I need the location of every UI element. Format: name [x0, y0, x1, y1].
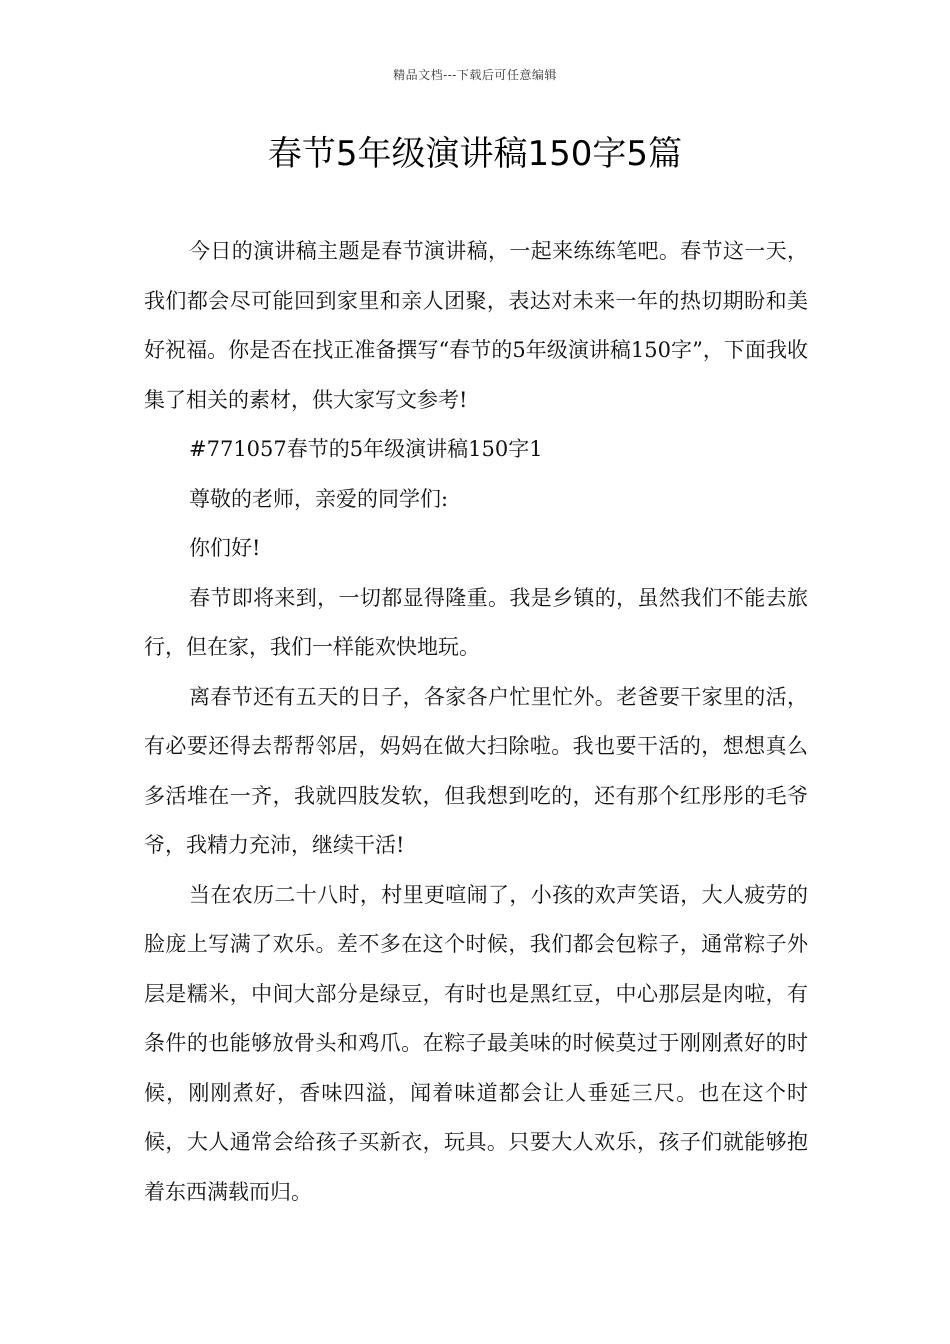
document-body [144, 227, 808, 1217]
paragraph-greeting: 你们好! [189, 536, 261, 560]
paragraph-salutation: 尊敬的老师，亲爱的同学们: [189, 486, 449, 511]
paragraph-body-1: 春节即将来到，一切都显得隆重。我是乡镇的，虽然我们不能去旅行，但在家，我们一样能欢快地玩。 [144, 585, 808, 659]
paragraph-intro: 今日的演讲稿主题是春节演讲稿，一起来练练笔吧。春节这一天，我们都会尽可能回到家里和亲人团聚，表达对未来一年的热切期盼和美好祝福。你是否在找正准备撰写“春节的5年级演讲稿150字”，下面我收集了相关的素材，供大家写文参考! [144, 239, 808, 412]
paragraph-section-heading: #771057春节的5年级演讲稿150字1 [189, 437, 543, 461]
page-header: 精品文档---下载后可任意编辑 [393, 68, 557, 82]
document-title: 春节5年级演讲稿150字5篇 [267, 134, 683, 174]
paragraph-body-3: 当在农历二十八时，村里更喧闹了，小孩的欢声笑语，大人疲劳的脸庞上写满了欢乐。差不多在这个时候，我们都会包粽子，通常粽子外层是糯米，中间大部分是绿豆，有时也是黑红豆，中心那层是肉啦，有条件的也能够放骨头和鸡爪。在粽子最美味的时候莫过于刚刚煮好的时候，刚刚煮好，香味四溢，闻着味道都会让人垂延三尺。也在这个时候，大人通常会给孩子买新衣，玩具。只要大人欢乐，孩子们就能够抱着东西满载而归。 [144, 882, 808, 1204]
paragraph-body-2: 离春节还有五天的日子，各家各户忙里忙外。老爸要干家里的活，有必要还得去帮帮邻居，妈妈在做大扫除啦。我也要干活的，想想真么多活堆在一齐，我就四肢发软，但我想到吃的，还有那个红彤彤的毛爷爷，我精力充沛，继续干活! [144, 684, 808, 857]
